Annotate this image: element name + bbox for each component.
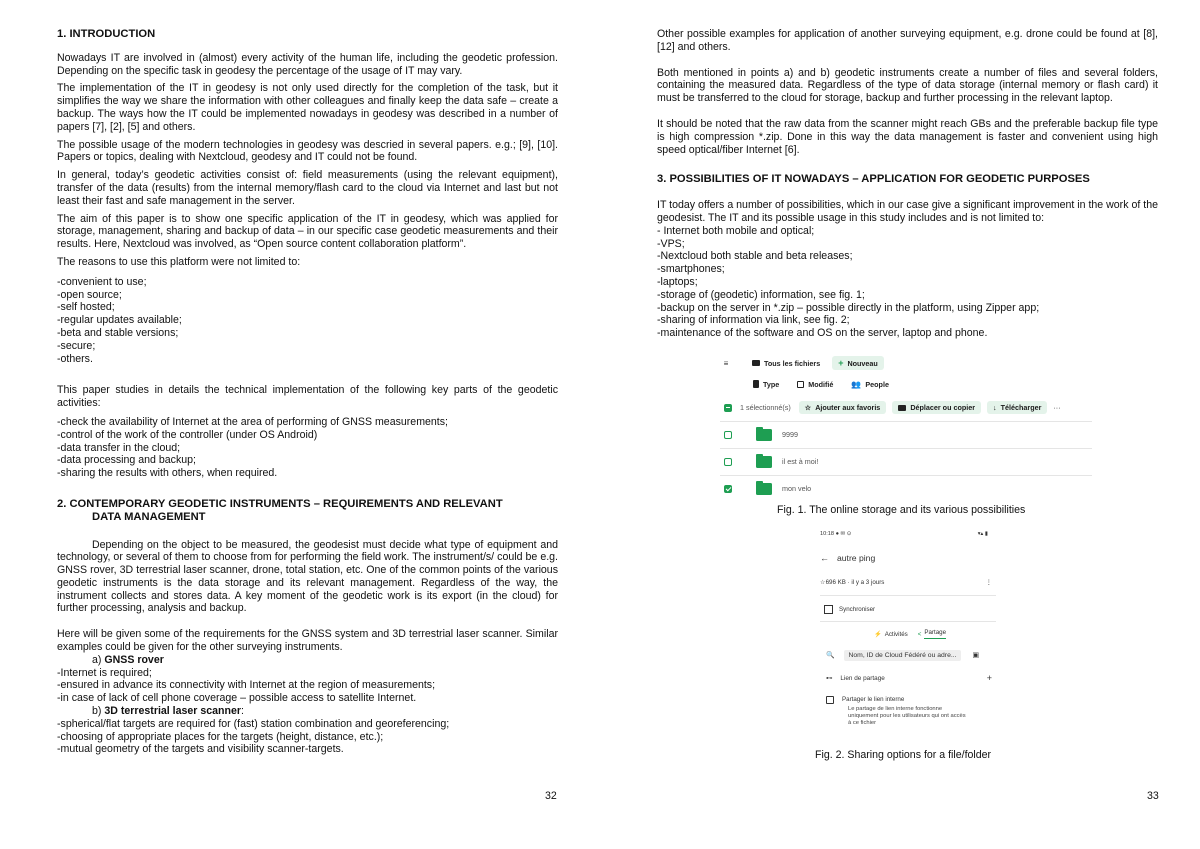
file-row: mon velo — [720, 475, 1092, 502]
list-item: -open source; — [57, 288, 122, 301]
list-item: -regular updates available; — [57, 314, 182, 327]
fig2-share-link-row: ⊷ Lien de partage + — [826, 673, 992, 683]
list-item: -secure; — [57, 339, 96, 352]
fig2-sync-row: Synchroniser — [820, 603, 1000, 615]
kebab-menu-icon: ⋮ — [985, 578, 992, 586]
back-arrow-icon: ← — [820, 553, 829, 563]
list-item: -mutual geometry of the targets and visibility scanner-targets. — [57, 743, 344, 756]
subsection-a: a) GNSS rover — [92, 653, 164, 666]
paragraph: In general, today’s geodetic activities consist of: field measurements (using the relevant equipment), transfer of the data (results) from the internal memory/flash card to the cloud via Internet and last but not least their fast and safe management in the server. — [57, 169, 558, 207]
folder-icon — [756, 429, 772, 441]
more-actions-icon: ··· — [1053, 403, 1061, 412]
figure-2-screenshot — [820, 528, 1000, 738]
right-column — [657, 28, 1158, 340]
all-files-crumb: Tous les fichiers — [746, 357, 826, 370]
page-number: 32 — [545, 790, 557, 802]
folder-small-icon — [752, 360, 760, 366]
it-usage-list — [657, 225, 1158, 340]
paragraph: The implementation of the IT in geodesy is not only used directly for the completion of the task, but it simplifies the way we share the information with other colleagues and finally keep the data safe – create a backup. The ways how the IT could be implemented nowadays in geodesy was described in a number of papers [7], [2], [5] and others. — [57, 82, 558, 133]
list-item: - Internet both mobile and optical; — [657, 224, 815, 237]
section-2-heading-line1: 2. CONTEMPORARY GEODETIC INSTRUMENTS – REQUIREMENTS AND RELEVANT — [57, 497, 503, 510]
list-item: -others. — [57, 352, 93, 365]
subsection-b: b) 3D terrestrial laser scanner: — [92, 705, 244, 718]
filter-people: 👥 People — [851, 379, 889, 389]
section-1-heading: 1. INTRODUCTION — [57, 28, 156, 40]
figure-2-caption: Fig. 2. Sharing options for a file/folder — [815, 749, 992, 761]
list-item: -beta and stable versions; — [57, 326, 179, 339]
share-icon: < — [917, 630, 922, 638]
paragraph: It should be noted that the raw data from the scanner might reach GBs and the preferable backup file type is high compression *.zip. Done in this way the data management is faster and convenient using high speed optical/fiber Internet [6]. — [657, 117, 1158, 156]
list-item: -laptops; — [657, 275, 698, 288]
file-checkbox — [724, 458, 732, 466]
file-checkbox — [724, 431, 732, 439]
fig1-filters — [747, 374, 901, 394]
right-page — [657, 0, 1158, 849]
paragraph: Depending on the object to be measured, the geodesist must decide what type of equipment and technology, or several of them to choose from for performing the field work. The instrument/s/ could be e.g. GNSS rover, 3D terrestrial laser scanner, drone, total station, etc. One of the common points of the various geodetic instruments is the data storage and its relevant management. Regardless of the way, the instrument collects and stores data. A key moment of the geodetic work is its export (in the cloud) for further processing, analysis and backup. — [57, 538, 558, 615]
section-2-heading — [57, 498, 558, 524]
select-all-checkbox — [724, 404, 732, 412]
paragraph: The aim of this paper is to show one specific application of the IT in geodesy, which was applied for storage, management, sharing and backup of data – in our specific case geodetic measurements and their results. Here, Nextcloud was involved, as “Open source content collaboration platform”. — [57, 212, 558, 251]
list-item: -ensured in advance its connectivity with Internet at the region of measurements; — [57, 679, 436, 692]
list-item: -Internet is required; — [57, 666, 152, 679]
move-copy-button: Déplacer ou copier — [892, 401, 981, 414]
list-item: -control of the work of the controller (under OS Android) — [57, 428, 318, 441]
paragraph: This paper studies in details the technical implementation of the following key parts of the geodetic activities: — [57, 384, 558, 410]
list-item: -data transfer in the cloud; — [57, 441, 181, 454]
fig2-tabs: ⚡ Activités < Partage — [873, 629, 947, 638]
paragraph: Here will be given some of the requirements for the GNSS system and 3D terrestrial laser scanner. Similar examples could be given for the other surveying instruments. — [57, 628, 558, 654]
sync-checkbox — [824, 605, 833, 614]
fig2-meta: ☆696 KB · il y a 3 jours ⋮ — [820, 578, 992, 586]
external-link-icon — [826, 696, 834, 704]
paragraph: Both mentioned in points a) and b) geodetic instruments create a number of files and several folders, containing the measured data. Regardless of the type of data storage (internal memory or flash card) it must be transferred to the cloud for storage, backup and further processing in the relevant laptop. — [657, 66, 1158, 105]
fig2-internal-desc: Le partage de lien interne fonctionne uniquement pour les utilisateurs qui ont accès à ce fichier — [848, 706, 966, 726]
fig2-title-bar: ← autre ping — [820, 553, 876, 563]
menu-collapse-icon: ≡ — [723, 358, 729, 368]
paragraph: The reasons to use this platform were not limited to: — [57, 255, 301, 268]
folder-icon — [756, 483, 772, 495]
fig2-search-row: 🔍 Nom, ID de Cloud Fédéré ou adre... ▣ — [826, 651, 979, 659]
list-item: -data processing and backup; — [57, 454, 196, 467]
star-icon: ☆ — [804, 403, 812, 412]
download-button: ↓ Télécharger — [987, 401, 1047, 414]
list-item: -sharing of information via link, see fig. 2; — [657, 314, 850, 327]
fig1-top-bar — [720, 353, 890, 373]
add-favorites-button: ☆ Ajouter aux favoris — [799, 401, 887, 414]
download-icon: ↓ — [993, 403, 997, 412]
paragraph: Nowadays IT are involved in (almost) every activity of the human life, including the geodetic profession. Depending on the specific task in geodesy the percentage of the usage of IT may vary. — [57, 51, 558, 77]
list-item: -Nextcloud both stable and beta releases; — [657, 250, 853, 263]
list-item: -backup on the server in *.zip – possible directly in the platform, using Zipper app; — [657, 301, 1040, 314]
list-item: -smartphones; — [657, 263, 725, 276]
calendar-icon — [797, 381, 804, 388]
folder-icon — [756, 456, 772, 468]
status-time: 10:18 ● ✉ ⊙ — [820, 531, 852, 537]
list-item: -convenient to use; — [57, 275, 147, 288]
filter-type: Type — [747, 378, 785, 391]
list-item: -check the availability of Internet at the area of performing of GNSS measurements; — [57, 415, 448, 428]
section-2-heading-line2: DATA MANAGEMENT — [92, 510, 206, 523]
file-row: 9999 — [720, 421, 1092, 449]
list-item: -self hosted; — [57, 301, 115, 314]
plus-icon: + — [986, 673, 992, 683]
list-item: -spherical/flat targets are required for (fast) station combination and georeferencing; — [57, 717, 450, 730]
link-icon: ⊷ — [826, 675, 833, 682]
key-parts-list — [57, 416, 558, 480]
figure-1-screenshot — [720, 350, 1098, 498]
plus-icon: + — [838, 358, 844, 368]
signal-battery-icon: ▾▴ ▮ — [977, 531, 988, 537]
paragraph: IT today offers a number of possibilities, which in our case give a significant improvement in the work of the geodesist. The IT and its possible usage in this study includes and is not limited to: — [657, 199, 1158, 224]
folder-move-icon — [898, 405, 906, 411]
contacts-icon: ▣ — [972, 652, 979, 659]
reasons-list — [57, 276, 558, 366]
file-row: il est à moi! — [720, 448, 1092, 476]
fig2-internal-link: Partager le lien interne — [820, 696, 1000, 706]
page-number: 33 — [1147, 790, 1159, 802]
list-item: -sharing the results with others, when required. — [57, 467, 278, 480]
status-icons: ● ✉ ⊙ — [835, 531, 852, 537]
file-icon — [753, 380, 759, 388]
list-item: -in case of lack of cell phone coverage – possible access to satellite Internet. — [57, 692, 417, 705]
paragraph: The possible usage of the modern technologies in geodesy was descried in several papers. e.g.; [9], [10]. Papers or topics, dealing with Nextcloud, geodesy and IT could not be found. — [57, 138, 558, 164]
fig1-selection-bar: 1 sélectionné(s) ☆ Ajouter aux favoris Déplacer ou copier ↓ Télécharger ··· — [720, 394, 1092, 422]
list-item: -storage of (geodetic) information, see fig. 1; — [657, 288, 865, 301]
list-item: -VPS; — [657, 237, 685, 250]
list-item: -choosing of appropriate places for the targets (height, distance, etc.); — [57, 730, 384, 743]
activity-icon: ⚡ — [873, 631, 882, 638]
filter-modified: Modifié — [791, 378, 839, 391]
new-button: + Nouveau — [832, 356, 884, 370]
paragraph: Other possible examples for application of another surveying equipment, e.g. drone could be found at [8], [12] and others. — [657, 28, 1158, 53]
section-3-heading: 3. POSSIBILITIES OF IT NOWADAYS – APPLICATION FOR GEODETIC PURPOSES — [657, 173, 1090, 186]
star-outline-icon: ☆ — [820, 578, 826, 586]
list-item: -maintenance of the software and OS on the server, laptop and phone. — [657, 327, 988, 340]
phone-status-bar — [820, 528, 1000, 540]
left-column — [57, 28, 558, 756]
figure-1-caption: Fig. 1. The online storage and its various possibilities — [777, 504, 1026, 516]
search-icon: 🔍 — [826, 652, 835, 659]
left-page — [57, 0, 558, 849]
file-checkbox-checked — [724, 485, 732, 493]
people-icon: 👥 — [851, 379, 862, 389]
